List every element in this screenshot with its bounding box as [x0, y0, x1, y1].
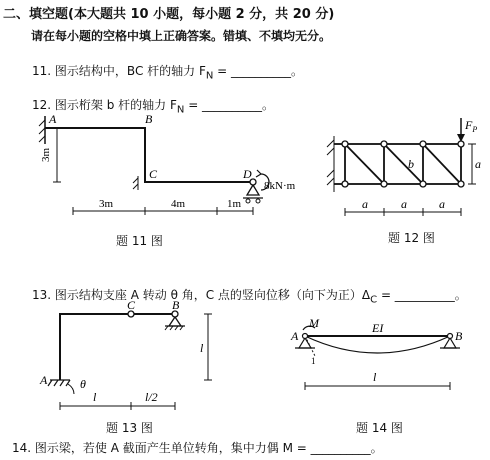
caption-14: 题 14 图 — [356, 421, 403, 435]
span-2: 4m — [171, 198, 186, 210]
height-dim: 3m — [40, 147, 52, 162]
question-14 — [12, 439, 383, 456]
figure-13 — [30, 300, 230, 420]
height-a: a — [475, 157, 481, 171]
label-B: B — [172, 300, 180, 312]
question-text: 图示结构支座 A 转动 θ 角，C 点的竖向位移（向下为正）Δ — [54, 288, 371, 302]
label-C: C — [149, 167, 158, 181]
subscript: C — [370, 294, 378, 306]
panel-a-1: a — [362, 197, 368, 211]
question-text: 图示结构中，BC 杆的轴力 F — [54, 64, 206, 78]
label-B: B — [455, 329, 463, 343]
label-A: A — [291, 329, 299, 343]
figure-14 — [285, 318, 475, 413]
caption-11: 题 11 图 — [116, 234, 163, 248]
question-number: 12. — [32, 98, 52, 112]
panel-a-2: a — [401, 197, 407, 211]
span-l: l — [93, 390, 97, 404]
figure-12 — [320, 112, 485, 230]
label-A: A — [49, 112, 57, 126]
caption-12: 题 12 图 — [388, 231, 435, 245]
truss-members — [334, 144, 461, 184]
instruction-text: 请在每小题的空格中填上正确答案。错填、不填均无分。 — [31, 29, 332, 43]
answer-blank: = __________。 — [377, 288, 467, 302]
caption-13: 题 13 图 — [106, 421, 153, 435]
subscript: N — [205, 70, 214, 82]
label-M: M — [309, 318, 319, 330]
member-b-label: b — [408, 157, 414, 171]
answer-blank: = __________。 — [184, 98, 275, 112]
question-text: 图示桁架 b 杆的轴力 F — [54, 98, 177, 112]
panel-a-3: a — [439, 197, 445, 211]
question-number: 11. — [32, 64, 52, 78]
span-1: 3m — [99, 198, 114, 210]
span-3: 1m — [227, 198, 242, 210]
question-number: 13. — [32, 288, 52, 302]
figure-11 — [35, 108, 295, 253]
span-l: l — [373, 370, 377, 384]
force-label: $F_P$ — [465, 118, 478, 134]
label-EI: EI — [372, 321, 384, 335]
question-text: 图示梁，若使 A 截面产生单位转角，集中力偶 M = __________。 — [34, 441, 383, 455]
height-l: l — [200, 341, 204, 355]
question-11 — [32, 62, 303, 81]
moment-label: 8kN·m — [264, 180, 295, 192]
answer-blank: = __________。 — [213, 64, 304, 78]
label-D: D — [243, 167, 252, 181]
deflection-curve — [305, 336, 450, 353]
subscript: N — [176, 104, 185, 116]
label-C: C — [127, 300, 136, 312]
unit-rotation: 1 — [311, 356, 316, 366]
question-number: 14. — [12, 441, 32, 455]
theta-label: θ — [80, 377, 86, 391]
label-B: B — [145, 112, 153, 126]
section-title: 二、填空题(本大题共 10 小题，每小题 2 分，共 20 分) — [3, 7, 335, 22]
span-l-half: l/2 — [145, 390, 158, 404]
label-A: A — [40, 373, 48, 387]
